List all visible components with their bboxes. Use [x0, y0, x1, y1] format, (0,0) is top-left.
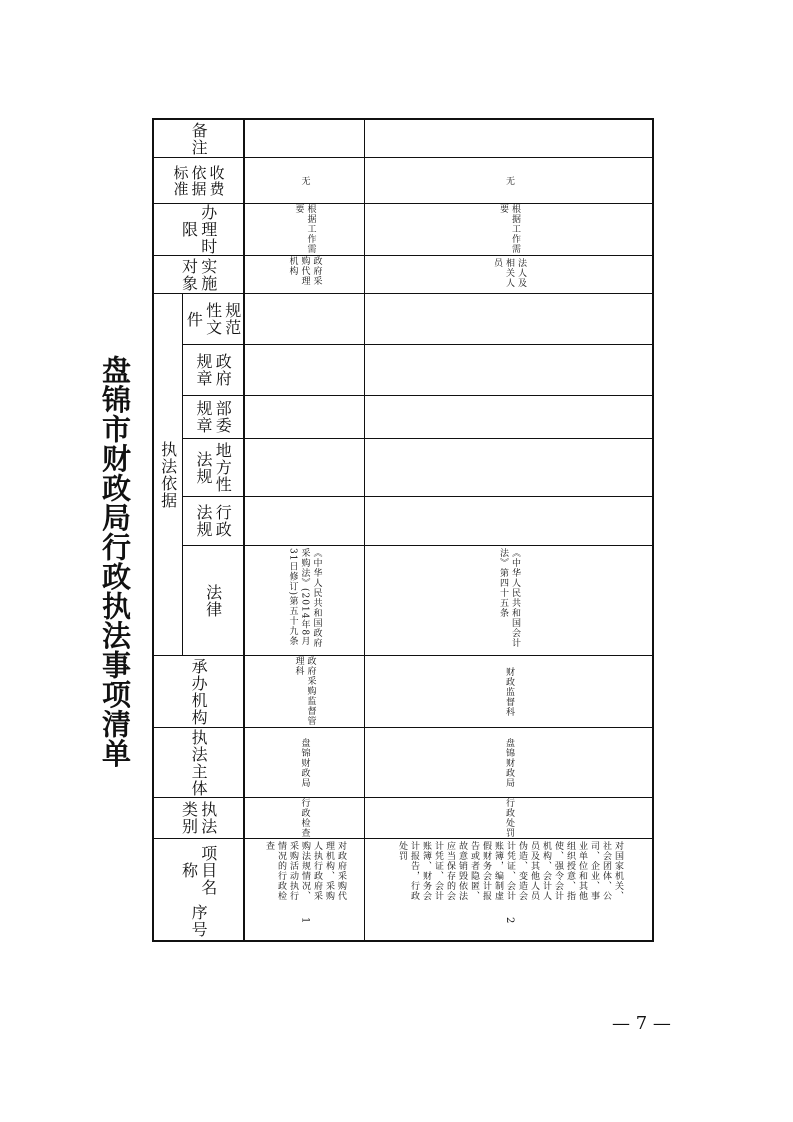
row2-item-name: 对国家机关、社会团体、公司、企业、事业单位和其他组织授意、指使、强令会计机构、会计人员及其他人员伪造、变造会计凭证、会计账簿，编制虚假财务会计报告或者隐匿、故意销毁依法应当保存的会计凭证、会计账簿、财务会计报告，行政处罚	[397, 841, 623, 901]
row1-admin-reg	[245, 497, 364, 545]
row1-dept-rule	[245, 396, 364, 438]
header-basis-group: 执法依据	[158, 440, 178, 509]
header-item-name: 项目名称	[179, 844, 218, 896]
row1-remark	[245, 120, 364, 157]
row1-subject: 盘锦财政局	[299, 737, 310, 788]
row2-gov-rule	[366, 345, 652, 395]
header-category: 执法类别	[179, 801, 218, 835]
header-local-reg: 地方性法规	[194, 442, 233, 493]
row2-seq: 2	[504, 917, 515, 925]
header-fee-basis-text: 收费依据标准	[171, 164, 226, 197]
table-border-right	[652, 118, 654, 942]
header-fee-basis	[154, 158, 243, 203]
row1-gov-rule	[245, 345, 364, 395]
row2-dept-rule	[366, 396, 652, 438]
row1-local-reg	[245, 439, 364, 496]
header-agency: 承办机构	[189, 657, 209, 726]
header-remark: 备注	[189, 121, 209, 156]
header-gov-rule: 政府规章	[194, 353, 233, 387]
header-seq: 序号	[189, 904, 209, 938]
header-dept-rule: 部委规章	[194, 400, 233, 434]
header-admin-reg: 行政法规	[194, 504, 233, 538]
col-line-9	[182, 545, 654, 546]
row2-agency: 财政监督科	[504, 666, 514, 717]
row2-admin-reg	[366, 497, 652, 545]
row2-remark	[366, 120, 652, 157]
header-subject: 执法主体	[189, 728, 209, 797]
row2-category: 行政处罚	[504, 798, 514, 838]
row2-target: 法人及相关人员	[492, 258, 526, 288]
row2-norm-doc	[366, 294, 652, 344]
header-time-limit: 办理时限	[179, 204, 218, 255]
row2-time-limit: 根据工作需要	[498, 204, 520, 254]
row1-time-limit: 根据工作需要	[293, 204, 316, 254]
row1-norm-doc	[245, 294, 364, 344]
row2-subject: 盘锦财政局	[504, 737, 514, 788]
page-title: 盘锦市财政局行政执法事项清单	[98, 355, 132, 768]
page-number: — 7 —	[612, 1013, 671, 1034]
row1-law: 《中华人民共和国政府采购法》(2014年8月31日修订)第五十九条	[287, 548, 322, 648]
header-norm-doc: 规范性文件	[184, 302, 242, 336]
row1-agency: 政府采购监督管理科	[293, 656, 316, 726]
row2-fee-basis: 无	[504, 175, 514, 186]
header-target: 实施对象	[179, 257, 218, 292]
row2-local-reg	[366, 439, 652, 496]
row1-seq: 1	[299, 917, 311, 925]
row1-fee-basis: 无	[299, 175, 310, 186]
row1-target: 政府采购代理机构	[287, 256, 322, 286]
row1-item-name: 对政府采购代理机构、采购人执行政府采购法规情况、采购活动执行情况的行政检查	[264, 841, 346, 901]
row2-law: 《中华人民共和国会计法》第四十五条	[498, 548, 520, 648]
row-divider	[364, 118, 365, 942]
row1-category: 行政检查	[299, 798, 310, 838]
header-law: 法律	[203, 583, 223, 618]
table-border-bottom	[152, 940, 654, 942]
